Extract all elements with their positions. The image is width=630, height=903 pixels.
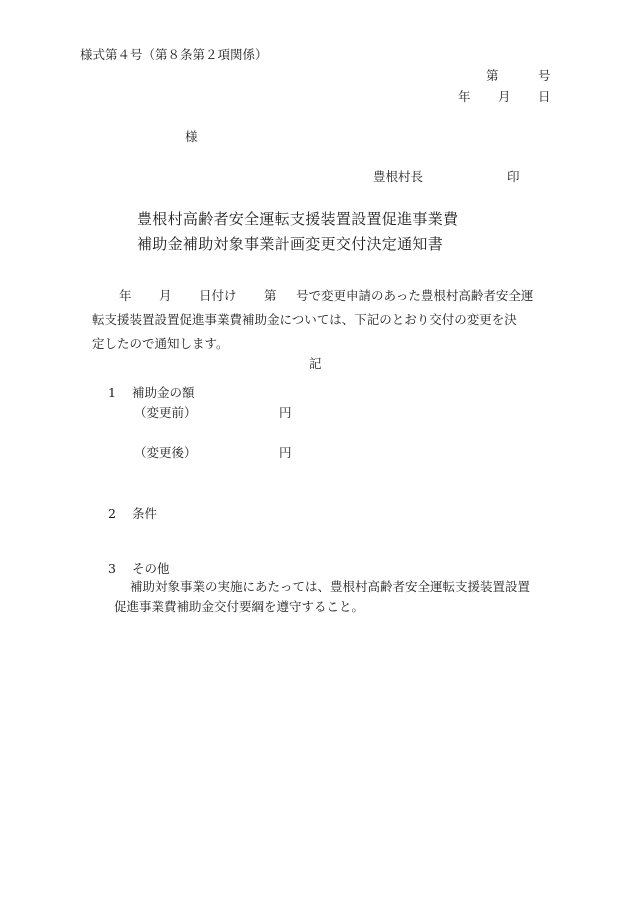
number-prefix: 第 xyxy=(486,68,499,83)
item-1-label: 補助金の額 xyxy=(132,385,195,400)
title-line-2: 補助金補助対象事業計画変更交付決定通知書 xyxy=(137,235,444,253)
item-2-label: 条件 xyxy=(132,506,158,521)
item-3-text-line-1: 補助対象事業の実施にあたっては、豊根村高齢者安全運転支援装置設置 xyxy=(130,579,531,594)
body-no: 第 xyxy=(264,288,277,303)
form-id: 様式第４号（第８条第２項関係） xyxy=(80,47,268,62)
seal-mark: 印 xyxy=(507,169,520,184)
addressee-suffix: 様 xyxy=(185,129,198,144)
issuer-name: 豊根村長 xyxy=(373,169,424,184)
ki-heading: 記 xyxy=(309,356,322,371)
date-year: 年 xyxy=(458,89,471,104)
title-line-1: 豊根村高齢者安全運転支援装置設置促進事業費 xyxy=(137,210,459,228)
date-day: 日 xyxy=(538,89,551,104)
item-3-text-line-2: 促進事業費補助金交付要綱を遵守すること。 xyxy=(114,599,365,614)
item-3-number: 3 xyxy=(108,561,116,576)
amount-after-unit: 円 xyxy=(279,445,292,460)
body-year: 年 xyxy=(119,288,132,303)
body-month: 月 xyxy=(159,288,172,303)
date-month: 月 xyxy=(498,89,511,104)
body-line-1-rest: 号で変更申請のあった豊根村高齢者安全運 xyxy=(296,288,534,303)
body-dated: 日付け xyxy=(199,288,237,303)
item-2-number: 2 xyxy=(108,506,116,521)
body-line-2: 転支援装置設置促進事業費補助金については、下記のとおり交付の変更を決 xyxy=(92,312,517,327)
amount-before-unit: 円 xyxy=(279,405,292,420)
item-3-label: その他 xyxy=(132,561,170,576)
number-suffix: 号 xyxy=(538,68,551,83)
amount-before-label: （変更前） xyxy=(134,405,197,420)
item-1-number: 1 xyxy=(108,385,116,400)
amount-after-label: （変更後） xyxy=(134,445,197,460)
body-line-3: 定したので通知します。 xyxy=(92,336,229,351)
